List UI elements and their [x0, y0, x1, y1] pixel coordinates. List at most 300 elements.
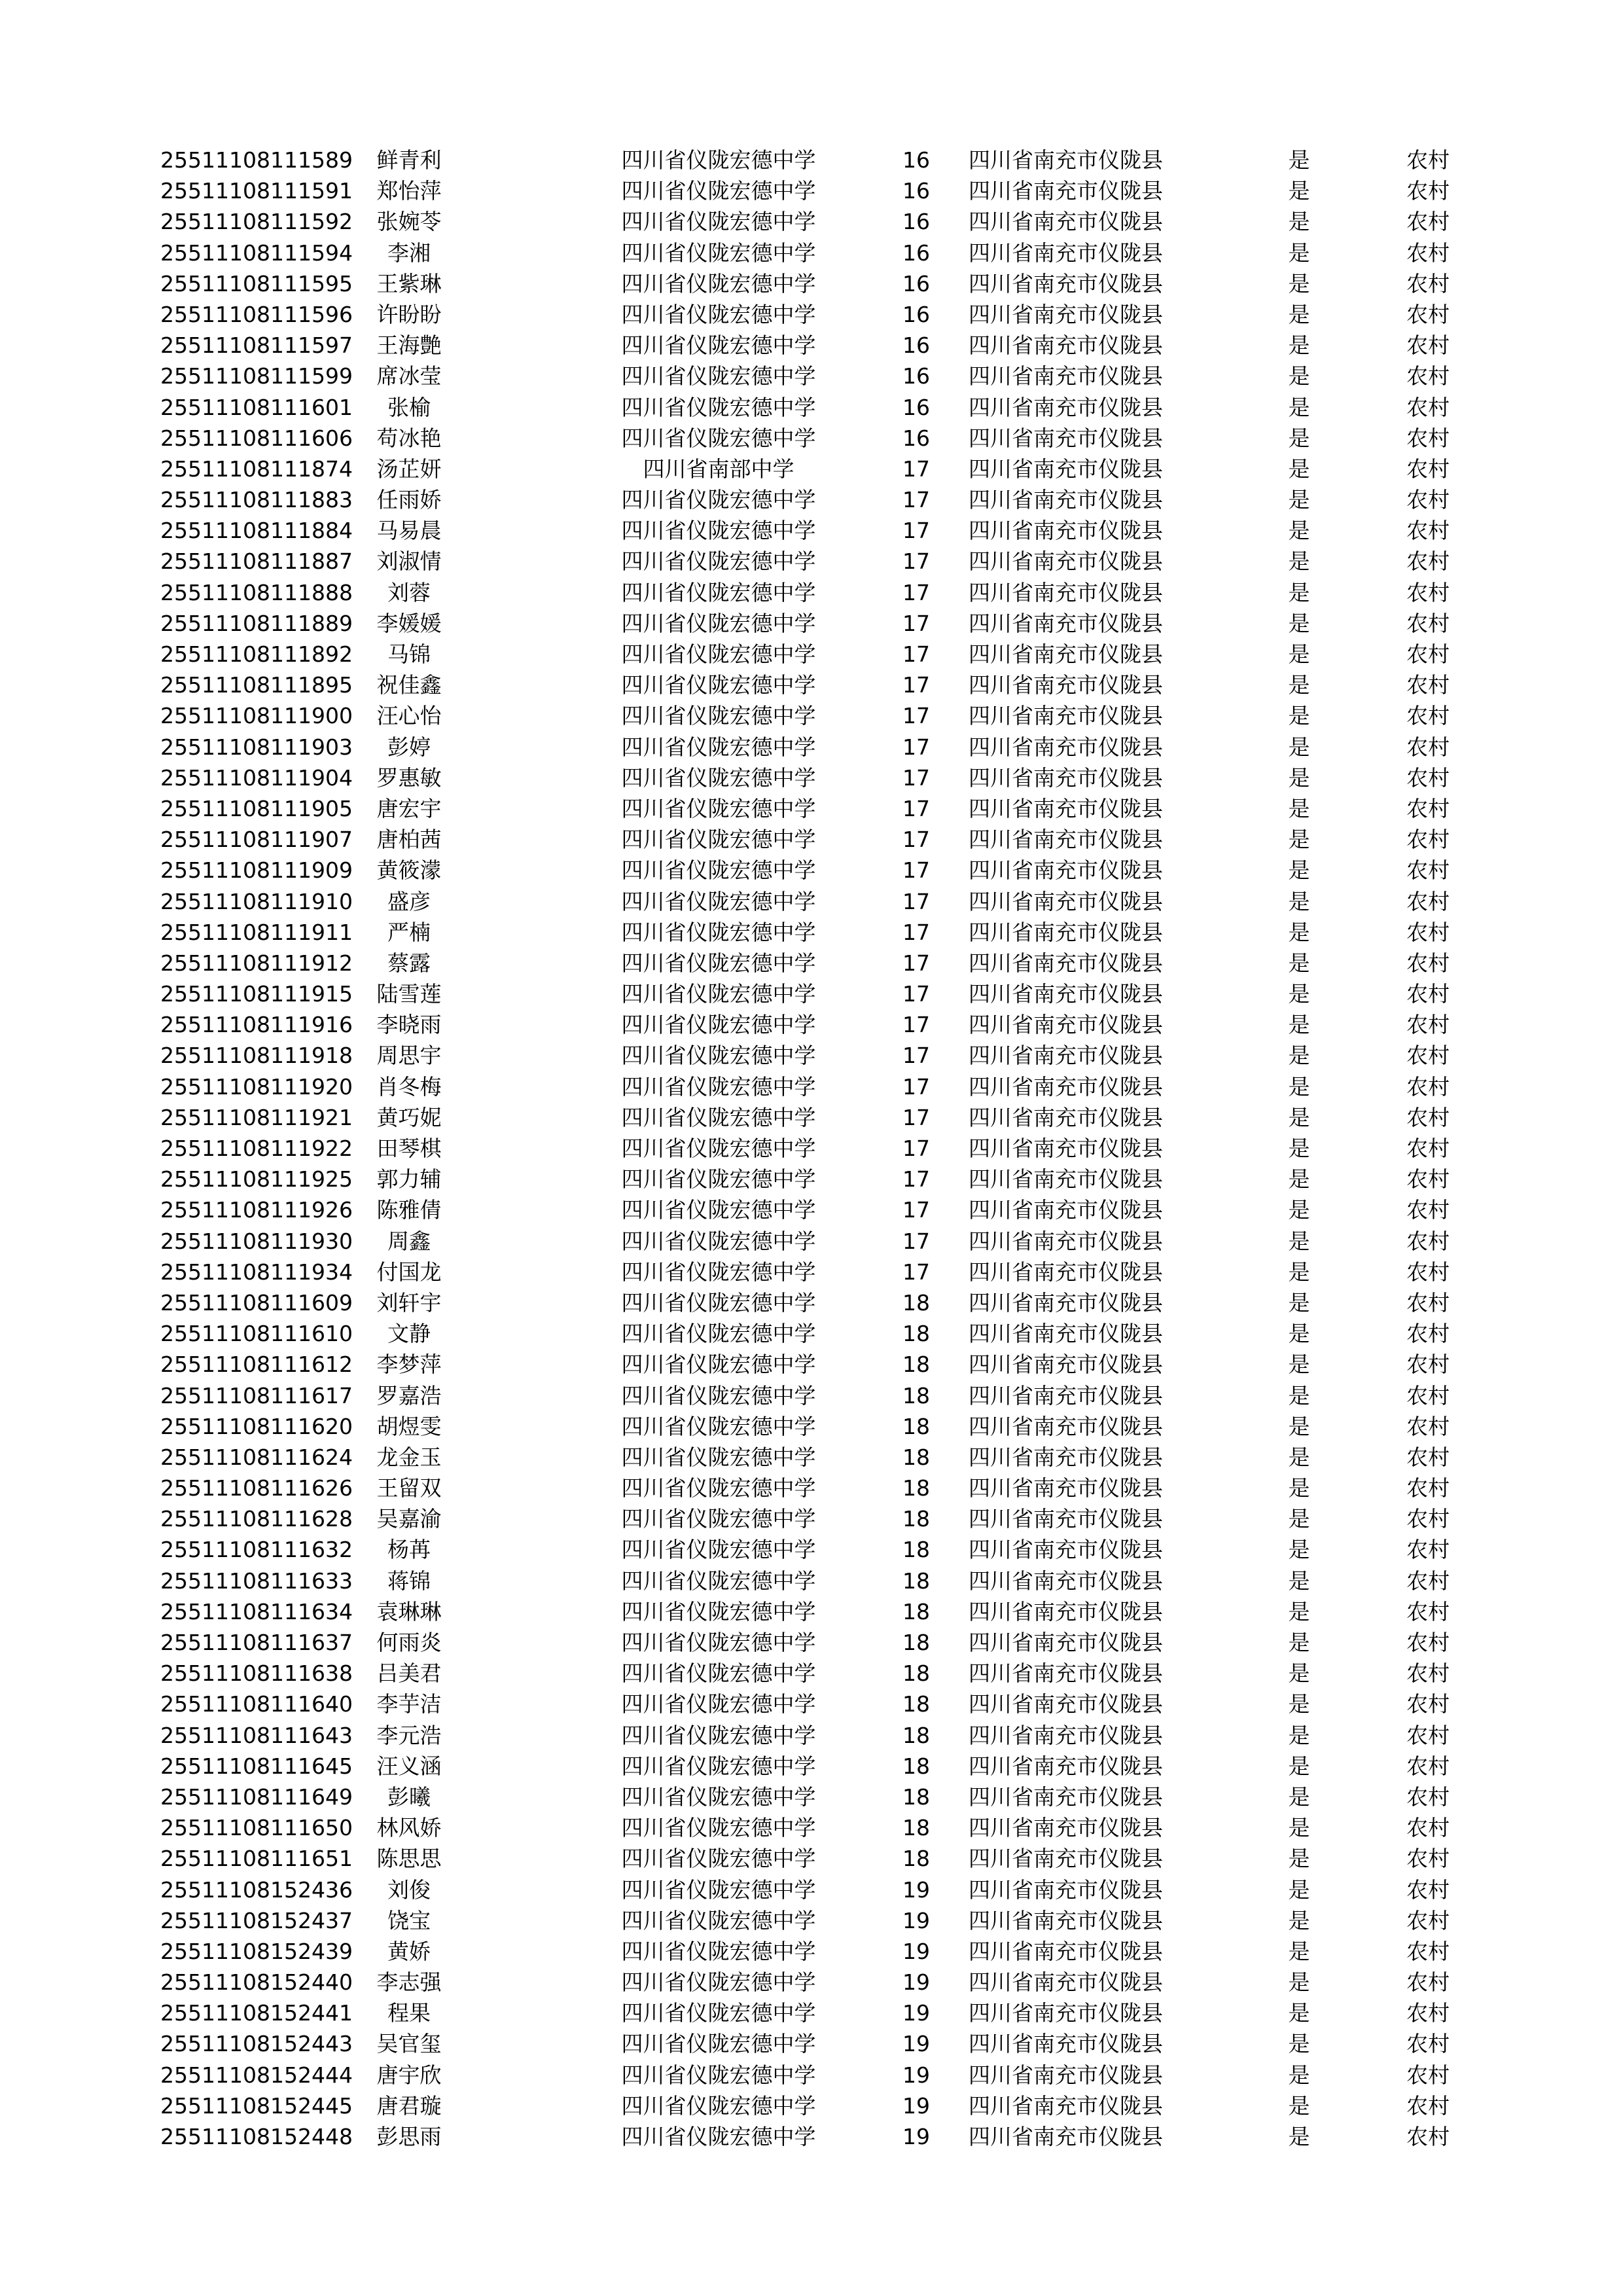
- flag-cell: 是: [1288, 610, 1310, 636]
- address-cell: 四川省南充市仪陇县: [969, 827, 1163, 853]
- residence-type-cell: 农村: [1406, 1846, 1450, 1872]
- student-id-cell: 25511108111594: [160, 240, 353, 266]
- address-cell: 四川省南充市仪陇县: [969, 672, 1163, 698]
- address-cell: 四川省南充市仪陇县: [969, 456, 1163, 482]
- flag-cell: 是: [1288, 1043, 1310, 1069]
- table-row: [160, 1318, 1469, 1349]
- table-row: [160, 454, 1469, 484]
- residence-type-cell: 农村: [1406, 1166, 1450, 1193]
- address-cell: 四川省南充市仪陇县: [969, 1938, 1163, 1964]
- flag-cell: 是: [1288, 209, 1310, 235]
- student-name-cell: 李元浩: [376, 1722, 442, 1748]
- flag-cell: 是: [1288, 2124, 1310, 2149]
- student-name-cell: 饶宝: [387, 1907, 431, 1933]
- grade-cell: 18: [902, 1815, 930, 1841]
- grade-cell: 16: [902, 147, 930, 173]
- address-cell: 四川省南充市仪陇县: [969, 1104, 1163, 1130]
- flag-cell: 是: [1288, 1382, 1310, 1408]
- residence-type-cell: 农村: [1406, 1753, 1450, 1779]
- address-cell: 四川省南充市仪陇县: [969, 1598, 1163, 1624]
- table-row: [160, 1473, 1469, 1503]
- school-cell: 四川省仪陇宏德中学: [621, 178, 816, 204]
- school-cell: 四川省仪陇宏德中学: [621, 1722, 816, 1748]
- table-row: [160, 238, 1469, 268]
- school-cell: 四川省仪陇宏德中学: [621, 919, 816, 945]
- school-cell: 四川省仪陇宏德中学: [621, 147, 816, 173]
- student-id-cell: 25511108111632: [160, 1537, 353, 1563]
- address-cell: 四川省南充市仪陇县: [969, 2124, 1163, 2149]
- student-id-cell: 25511108111907: [160, 827, 353, 853]
- address-cell: 四川省南充市仪陇县: [969, 1630, 1163, 1655]
- student-id-cell: 25511108111624: [160, 1444, 353, 1470]
- flag-cell: 是: [1288, 147, 1310, 173]
- table-row: [160, 948, 1469, 978]
- grade-cell: 16: [902, 425, 930, 451]
- address-cell: 四川省南充市仪陇县: [969, 270, 1163, 296]
- table-row: [160, 1102, 1469, 1133]
- address-cell: 四川省南充市仪陇县: [969, 734, 1163, 760]
- school-cell: 四川省仪陇宏德中学: [621, 2031, 816, 2057]
- grade-cell: 16: [902, 240, 930, 266]
- residence-type-cell: 农村: [1406, 641, 1450, 667]
- flag-cell: 是: [1288, 950, 1310, 976]
- flag-cell: 是: [1288, 456, 1310, 482]
- student-name-cell: 彭曦: [387, 1784, 431, 1810]
- student-name-cell: 唐柏茜: [376, 827, 442, 853]
- grade-cell: 18: [902, 1568, 930, 1594]
- grade-cell: 18: [902, 1846, 930, 1872]
- flag-cell: 是: [1288, 1073, 1310, 1100]
- student-name-cell: 陈思思: [376, 1846, 442, 1872]
- student-name-cell: 袁琳琳: [376, 1598, 442, 1624]
- school-cell: 四川省仪陇宏德中学: [621, 1784, 816, 1810]
- student-id-cell: 25511108111591: [160, 178, 353, 204]
- student-name-cell: 蒋锦: [387, 1568, 431, 1594]
- student-id-cell: 25511108111920: [160, 1073, 353, 1100]
- address-cell: 四川省南充市仪陇县: [969, 301, 1163, 327]
- grade-cell: 18: [902, 1289, 930, 1316]
- student-name-cell: 文静: [387, 1321, 431, 1347]
- student-id-cell: 25511108111900: [160, 703, 353, 729]
- school-cell: 四川省仪陇宏德中学: [621, 240, 816, 266]
- grade-cell: 17: [902, 1197, 930, 1223]
- flag-cell: 是: [1288, 827, 1310, 853]
- grade-cell: 18: [902, 1382, 930, 1408]
- flag-cell: 是: [1288, 919, 1310, 945]
- residence-type-cell: 农村: [1406, 456, 1450, 482]
- grade-cell: 17: [902, 1228, 930, 1254]
- address-cell: 四川省南充市仪陇县: [969, 857, 1163, 884]
- student-id-cell: 25511108111915: [160, 981, 353, 1007]
- address-cell: 四川省南充市仪陇县: [969, 1691, 1163, 1717]
- residence-type-cell: 农村: [1406, 888, 1450, 914]
- address-cell: 四川省南充市仪陇县: [969, 795, 1163, 821]
- student-name-cell: 鲜青利: [376, 147, 442, 173]
- flag-cell: 是: [1288, 1321, 1310, 1347]
- table-row: [160, 700, 1469, 731]
- address-cell: 四川省南充市仪陇县: [969, 1073, 1163, 1100]
- residence-type-cell: 农村: [1406, 1691, 1450, 1717]
- student-name-cell: 汪心怡: [376, 703, 442, 729]
- student-name-cell: 彭婷: [387, 734, 431, 760]
- student-id-cell: 25511108111597: [160, 332, 353, 359]
- flag-cell: 是: [1288, 641, 1310, 667]
- student-id-cell: 25511108111883: [160, 487, 353, 513]
- student-name-cell: 唐君璇: [376, 2092, 442, 2119]
- residence-type-cell: 农村: [1406, 518, 1450, 544]
- student-id-cell: 25511108111892: [160, 641, 353, 667]
- flag-cell: 是: [1288, 2031, 1310, 2057]
- flag-cell: 是: [1288, 2092, 1310, 2119]
- flag-cell: 是: [1288, 2000, 1310, 2026]
- flag-cell: 是: [1288, 1136, 1310, 1161]
- address-cell: 四川省南充市仪陇县: [969, 2092, 1163, 2119]
- residence-type-cell: 农村: [1406, 1073, 1450, 1100]
- residence-type-cell: 农村: [1406, 919, 1450, 945]
- residence-type-cell: 农村: [1406, 2000, 1450, 2026]
- school-cell: 四川省仪陇宏德中学: [621, 487, 816, 513]
- address-cell: 四川省南充市仪陇县: [969, 2062, 1163, 2088]
- school-cell: 四川省仪陇宏德中学: [621, 981, 816, 1007]
- student-name-cell: 吴嘉渝: [376, 1506, 442, 1532]
- table-row: [160, 361, 1469, 391]
- student-id-cell: 25511108111903: [160, 734, 353, 760]
- table-row: [160, 917, 1469, 948]
- student-id-cell: 25511108111926: [160, 1197, 353, 1223]
- flag-cell: 是: [1288, 548, 1310, 575]
- table-row: [160, 1164, 1469, 1194]
- grade-cell: 17: [902, 981, 930, 1007]
- school-cell: 四川省仪陇宏德中学: [621, 518, 816, 544]
- student-id-cell: 25511108111620: [160, 1413, 353, 1439]
- residence-type-cell: 农村: [1406, 795, 1450, 821]
- flag-cell: 是: [1288, 1289, 1310, 1316]
- school-cell: 四川省仪陇宏德中学: [621, 888, 816, 914]
- table-row: [160, 1040, 1469, 1071]
- residence-type-cell: 农村: [1406, 2124, 1450, 2149]
- student-name-cell: 席冰莹: [376, 363, 442, 389]
- flag-cell: 是: [1288, 1413, 1310, 1439]
- address-cell: 四川省南充市仪陇县: [969, 240, 1163, 266]
- residence-type-cell: 农村: [1406, 178, 1450, 204]
- school-cell: 四川省仪陇宏德中学: [621, 2062, 816, 2088]
- student-name-cell: 杨苒: [387, 1537, 431, 1563]
- student-id-cell: 25511108111912: [160, 950, 353, 976]
- table-row: [160, 206, 1469, 237]
- grade-cell: 18: [902, 1598, 930, 1624]
- residence-type-cell: 农村: [1406, 363, 1450, 389]
- residence-type-cell: 农村: [1406, 1413, 1450, 1439]
- flag-cell: 是: [1288, 1722, 1310, 1748]
- student-id-cell: 25511108152437: [160, 1907, 353, 1933]
- address-cell: 四川省南充市仪陇县: [969, 888, 1163, 914]
- grade-cell: 17: [902, 579, 930, 605]
- flag-cell: 是: [1288, 672, 1310, 698]
- school-cell: 四川省仪陇宏德中学: [621, 363, 816, 389]
- table-row: [160, 1566, 1469, 1596]
- flag-cell: 是: [1288, 178, 1310, 204]
- grade-cell: 17: [902, 672, 930, 698]
- residence-type-cell: 农村: [1406, 425, 1450, 451]
- student-id-cell: 25511108152436: [160, 1876, 353, 1903]
- residence-type-cell: 农村: [1406, 827, 1450, 853]
- student-name-cell: 王留双: [376, 1475, 442, 1501]
- student-id-cell: 25511108111606: [160, 425, 353, 451]
- residence-type-cell: 农村: [1406, 270, 1450, 296]
- student-id-cell: 25511108152444: [160, 2062, 353, 2088]
- flag-cell: 是: [1288, 332, 1310, 359]
- residence-type-cell: 农村: [1406, 1722, 1450, 1748]
- table-row: [160, 423, 1469, 454]
- residence-type-cell: 农村: [1406, 1104, 1450, 1130]
- table-row: [160, 1967, 1469, 1998]
- residence-type-cell: 农村: [1406, 2092, 1450, 2119]
- student-id-cell: 25511108152445: [160, 2092, 353, 2119]
- student-name-cell: 许盼盼: [376, 301, 442, 327]
- student-name-cell: 张榆: [387, 394, 431, 420]
- student-id-cell: 25511108111904: [160, 764, 353, 791]
- residence-type-cell: 农村: [1406, 672, 1450, 698]
- residence-type-cell: 农村: [1406, 147, 1450, 173]
- table-row: [160, 824, 1469, 855]
- grade-cell: 18: [902, 1722, 930, 1748]
- student-name-cell: 王海艶: [376, 332, 442, 359]
- residence-type-cell: 农村: [1406, 2062, 1450, 2088]
- student-name-cell: 田琴棋: [376, 1136, 442, 1161]
- residence-type-cell: 农村: [1406, 1568, 1450, 1594]
- grade-cell: 17: [902, 1012, 930, 1038]
- grade-cell: 17: [902, 919, 930, 945]
- grade-cell: 18: [902, 1506, 930, 1532]
- table-row: [160, 608, 1469, 639]
- flag-cell: 是: [1288, 425, 1310, 451]
- table-row: [160, 1411, 1469, 1442]
- school-cell: 四川省仪陇宏德中学: [621, 2000, 816, 2026]
- table-row: [160, 2060, 1469, 2090]
- residence-type-cell: 农村: [1406, 240, 1450, 266]
- grade-cell: 17: [902, 1136, 930, 1161]
- table-row: [160, 515, 1469, 546]
- student-name-cell: 郭力辅: [376, 1166, 442, 1193]
- table-row: [160, 639, 1469, 670]
- student-name-cell: 严楠: [387, 919, 431, 945]
- student-name-cell: 程果: [387, 2000, 431, 2026]
- student-name-cell: 胡煜雯: [376, 1413, 442, 1439]
- grade-cell: 19: [902, 2062, 930, 2088]
- address-cell: 四川省南充市仪陇县: [969, 1321, 1163, 1347]
- student-name-cell: 唐宏宇: [376, 795, 442, 821]
- flag-cell: 是: [1288, 1259, 1310, 1285]
- flag-cell: 是: [1288, 764, 1310, 791]
- residence-type-cell: 农村: [1406, 1382, 1450, 1408]
- grade-cell: 17: [902, 827, 930, 853]
- grade-cell: 17: [902, 950, 930, 976]
- school-cell: 四川省仪陇宏德中学: [621, 1197, 816, 1223]
- grade-cell: 18: [902, 1444, 930, 1470]
- student-name-cell: 林风娇: [376, 1815, 442, 1841]
- student-name-cell: 王紫琳: [376, 270, 442, 296]
- residence-type-cell: 农村: [1406, 1228, 1450, 1254]
- student-id-cell: 25511108111651: [160, 1846, 353, 1872]
- student-id-cell: 25511108152441: [160, 2000, 353, 2026]
- address-cell: 四川省南充市仪陇县: [969, 1969, 1163, 1996]
- flag-cell: 是: [1288, 1753, 1310, 1779]
- grade-cell: 17: [902, 734, 930, 760]
- grade-cell: 19: [902, 1969, 930, 1996]
- flag-cell: 是: [1288, 1475, 1310, 1501]
- residence-type-cell: 农村: [1406, 487, 1450, 513]
- table-row: [160, 145, 1469, 175]
- student-name-cell: 刘轩宇: [376, 1289, 442, 1316]
- student-id-cell: 25511108111643: [160, 1722, 353, 1748]
- address-cell: 四川省南充市仪陇县: [969, 1259, 1163, 1285]
- table-row: [160, 1071, 1469, 1102]
- school-cell: 四川省仪陇宏德中学: [621, 1413, 816, 1439]
- table-row: [160, 1843, 1469, 1874]
- flag-cell: 是: [1288, 703, 1310, 729]
- student-name-cell: 刘俊: [387, 1876, 431, 1903]
- student-name-cell: 李媛媛: [376, 610, 442, 636]
- address-cell: 四川省南充市仪陇县: [969, 1444, 1163, 1470]
- student-id-cell: 25511108111633: [160, 1568, 353, 1594]
- student-name-cell: 张婉苓: [376, 209, 442, 235]
- school-cell: 四川省仪陇宏德中学: [621, 332, 816, 359]
- grade-cell: 18: [902, 1691, 930, 1717]
- student-roster-table: [160, 145, 1469, 2152]
- flag-cell: 是: [1288, 301, 1310, 327]
- school-cell: 四川省仪陇宏德中学: [621, 1012, 816, 1038]
- residence-type-cell: 农村: [1406, 1907, 1450, 1933]
- school-cell: 四川省仪陇宏德中学: [621, 270, 816, 296]
- student-name-cell: 李芋洁: [376, 1691, 442, 1717]
- residence-type-cell: 农村: [1406, 981, 1450, 1007]
- residence-type-cell: 农村: [1406, 1660, 1450, 1687]
- table-row: [160, 2121, 1469, 2152]
- residence-type-cell: 农村: [1406, 1043, 1450, 1069]
- school-cell: 四川省仪陇宏德中学: [621, 1969, 816, 1996]
- student-id-cell: 25511108111596: [160, 301, 353, 327]
- student-name-cell: 周鑫: [387, 1228, 431, 1254]
- residence-type-cell: 农村: [1406, 2031, 1450, 2057]
- student-name-cell: 何雨炎: [376, 1630, 442, 1655]
- student-id-cell: 25511108152439: [160, 1938, 353, 1964]
- residence-type-cell: 农村: [1406, 1352, 1450, 1378]
- table-row: [160, 978, 1469, 1009]
- student-name-cell: 蔡露: [387, 950, 431, 976]
- student-name-cell: 黄娇: [387, 1938, 431, 1964]
- student-id-cell: 25511108111884: [160, 518, 353, 544]
- residence-type-cell: 农村: [1406, 950, 1450, 976]
- flag-cell: 是: [1288, 1784, 1310, 1810]
- table-row: [160, 762, 1469, 793]
- residence-type-cell: 农村: [1406, 703, 1450, 729]
- school-cell: 四川省仪陇宏德中学: [621, 641, 816, 667]
- grade-cell: 19: [902, 1907, 930, 1933]
- student-id-cell: 25511108111909: [160, 857, 353, 884]
- student-name-cell: 李志强: [376, 1969, 442, 1996]
- student-id-cell: 25511108111921: [160, 1104, 353, 1130]
- student-name-cell: 盛彦: [387, 888, 431, 914]
- school-cell: 四川省仪陇宏德中学: [621, 1475, 816, 1501]
- table-row: [160, 1720, 1469, 1751]
- school-cell: 四川省仪陇宏德中学: [621, 394, 816, 420]
- table-row: [160, 1782, 1469, 1812]
- table-row: [160, 1751, 1469, 1782]
- grade-cell: 19: [902, 2000, 930, 2026]
- flag-cell: 是: [1288, 270, 1310, 296]
- student-id-cell: 25511108111640: [160, 1691, 353, 1717]
- student-name-cell: 罗惠敏: [376, 764, 442, 791]
- grade-cell: 17: [902, 456, 930, 482]
- school-cell: 四川省仪陇宏德中学: [621, 1753, 816, 1779]
- student-name-cell: 郑怡萍: [376, 178, 442, 204]
- table-row: [160, 2090, 1469, 2121]
- table-row: [160, 1226, 1469, 1257]
- grade-cell: 18: [902, 1660, 930, 1687]
- school-cell: 四川省仪陇宏德中学: [621, 1907, 816, 1933]
- student-id-cell: 25511108111617: [160, 1382, 353, 1408]
- flag-cell: 是: [1288, 1352, 1310, 1378]
- residence-type-cell: 农村: [1406, 1506, 1450, 1532]
- school-cell: 四川省仪陇宏德中学: [621, 1598, 816, 1624]
- student-id-cell: 25511108111609: [160, 1289, 353, 1316]
- residence-type-cell: 农村: [1406, 394, 1450, 420]
- address-cell: 四川省南充市仪陇县: [969, 764, 1163, 791]
- student-id-cell: 25511108152443: [160, 2031, 353, 2057]
- table-row: [160, 1503, 1469, 1534]
- residence-type-cell: 农村: [1406, 1012, 1450, 1038]
- grade-cell: 18: [902, 1413, 930, 1439]
- address-cell: 四川省南充市仪陇县: [969, 1413, 1163, 1439]
- residence-type-cell: 农村: [1406, 1938, 1450, 1964]
- flag-cell: 是: [1288, 857, 1310, 884]
- address-cell: 四川省南充市仪陇县: [969, 178, 1163, 204]
- school-cell: 四川省仪陇宏德中学: [621, 672, 816, 698]
- table-row: [160, 1627, 1469, 1658]
- school-cell: 四川省仪陇宏德中学: [621, 579, 816, 605]
- student-name-cell: 罗嘉浩: [376, 1382, 442, 1408]
- address-cell: 四川省南充市仪陇县: [969, 1136, 1163, 1161]
- table-row: [160, 1380, 1469, 1411]
- table-row: [160, 1936, 1469, 1967]
- student-id-cell: 25511108111626: [160, 1475, 353, 1501]
- grade-cell: 17: [902, 795, 930, 821]
- flag-cell: 是: [1288, 579, 1310, 605]
- address-cell: 四川省南充市仪陇县: [969, 2000, 1163, 2026]
- student-id-cell: 25511108111889: [160, 610, 353, 636]
- grade-cell: 19: [902, 2124, 930, 2149]
- school-cell: 四川省仪陇宏德中学: [621, 1630, 816, 1655]
- table-row: [160, 175, 1469, 206]
- address-cell: 四川省南充市仪陇县: [969, 363, 1163, 389]
- school-cell: 四川省仪陇宏德中学: [621, 1506, 816, 1532]
- flag-cell: 是: [1288, 1598, 1310, 1624]
- address-cell: 四川省南充市仪陇县: [969, 1289, 1163, 1316]
- table-row: [160, 484, 1469, 515]
- student-id-cell: 25511108111895: [160, 672, 353, 698]
- student-id-cell: 25511108111589: [160, 147, 353, 173]
- student-name-cell: 祝佳鑫: [376, 672, 442, 698]
- student-name-cell: 李晓雨: [376, 1012, 442, 1038]
- student-name-cell: 付国龙: [376, 1259, 442, 1285]
- table-row: [160, 1194, 1469, 1225]
- residence-type-cell: 农村: [1406, 548, 1450, 575]
- flag-cell: 是: [1288, 1568, 1310, 1594]
- student-id-cell: 25511108111599: [160, 363, 353, 389]
- grade-cell: 17: [902, 888, 930, 914]
- grade-cell: 17: [902, 857, 930, 884]
- school-cell: 四川省仪陇宏德中学: [621, 2092, 816, 2119]
